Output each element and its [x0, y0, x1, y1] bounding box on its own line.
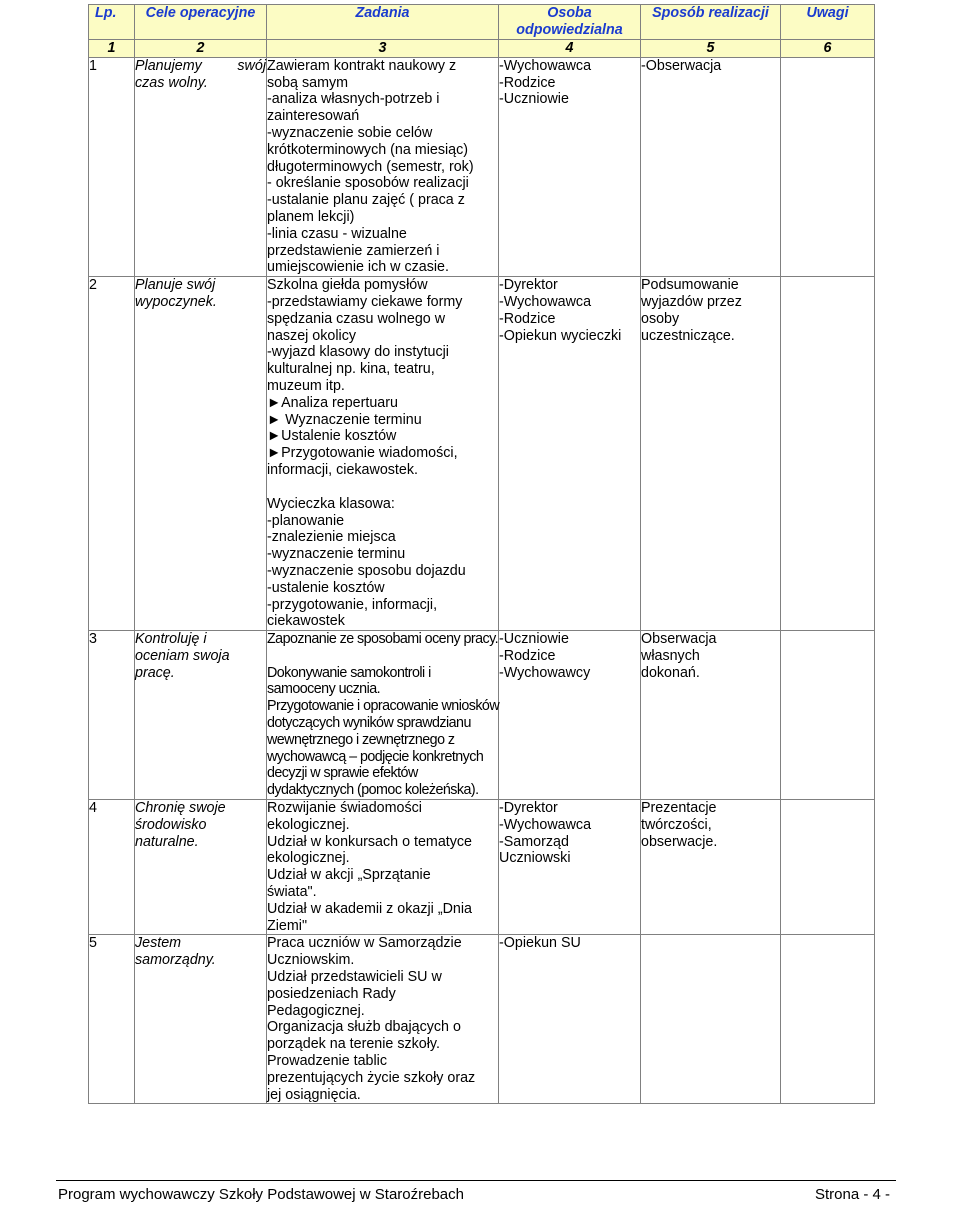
task-line: Organizacja służb dbających o: [267, 1019, 461, 1036]
column-number: 2: [135, 40, 267, 58]
task-line: -wyjazd klasowy do instytucji: [267, 344, 449, 361]
header-osoba: Osoba odpowiedzialna: [499, 5, 641, 40]
responsible-line: -Wychowawca: [499, 816, 592, 833]
task-line: jej osiągnięcia.: [267, 1086, 361, 1103]
table-row: [89, 800, 875, 935]
task-line: ciekawostek: [267, 613, 345, 630]
task-line: Udział w akademii z okazji „Dnia: [267, 900, 472, 917]
responsible-line: -Wychowawca: [499, 293, 592, 310]
task-line: kulturalnej np. kina, teatru,: [267, 361, 435, 378]
task-line: Udział w konkursach o tematyce: [267, 833, 473, 850]
task-line: porządek na terenie szkoły.: [267, 1036, 440, 1053]
task-line: Udział w akcji „Sprzątanie: [267, 867, 431, 884]
task-line: Uczniowskim.: [267, 952, 355, 969]
task-line: Rozwijanie świadomości: [267, 800, 422, 817]
task-line: sobą samym: [267, 74, 349, 91]
task-line: świata".: [267, 884, 317, 901]
task-line: -ustalanie planu zajęć ( praca z: [267, 192, 465, 209]
task-line: Zapoznanie ze sposobami oceny pracy.: [267, 631, 499, 648]
task-line: ►Przygotowanie wiadomości,: [267, 445, 458, 462]
tasks-cell: [267, 631, 499, 800]
responsible-line: -Rodzice: [499, 647, 556, 664]
responsible-line: -Wychowawca: [499, 57, 592, 74]
task-line: -planowanie: [267, 512, 345, 529]
goal-line: pracę.: [135, 664, 175, 681]
task-line: Wycieczka klasowa:: [267, 495, 395, 512]
task-line: posiedzeniach Rady: [267, 985, 396, 1002]
method-line: dokonań.: [641, 664, 700, 681]
column-number-row: [89, 40, 875, 58]
responsible-line: -Opiekun wycieczki: [499, 327, 622, 344]
row-number: 2: [89, 277, 135, 631]
table-row: [89, 277, 875, 631]
table-row: [89, 57, 875, 276]
method-line: Prezentacje: [641, 800, 717, 817]
column-number: 4: [499, 40, 641, 58]
tasks-cell: [267, 935, 499, 1104]
tasks-cell: [267, 800, 499, 935]
goal-cell: [135, 935, 267, 1104]
method-cell: [641, 277, 781, 631]
task-line: zainteresowań: [267, 108, 360, 125]
task-line: spędzania czasu wolnego w: [267, 310, 446, 327]
task-line: -analiza własnych-potrzeb i: [267, 91, 440, 108]
method-cell: [641, 800, 781, 935]
method-cell: [641, 631, 781, 800]
method-line: uczestniczące.: [641, 327, 735, 344]
row-number: 4: [89, 800, 135, 935]
task-line: wewnętrznego i zewnętrznego z: [267, 731, 455, 748]
spacer: [267, 479, 498, 496]
responsible-line: Uczniowski: [499, 850, 571, 867]
responsible-line: -Dyrektor: [499, 277, 558, 294]
task-line: dotyczących wyników sprawdzianu: [267, 715, 471, 732]
task-line: przedstawienie zamierzeń i: [267, 242, 440, 259]
task-line: Prowadzenie tablic: [267, 1053, 388, 1070]
goal-cell: [135, 800, 267, 935]
task-line: długoterminowych (semestr, rok): [267, 158, 474, 175]
goal-line: Chronię swoje: [135, 800, 226, 817]
task-line: Przygotowanie i opracowanie wniosków: [267, 698, 500, 715]
task-line: -przygotowanie, informacji,: [267, 596, 438, 613]
notes-cell: [781, 57, 875, 276]
header-uwagi: Uwagi: [781, 5, 875, 40]
task-line: - określanie sposobów realizacji: [267, 175, 469, 192]
table-row: [89, 631, 875, 800]
task-line: ekologicznej.: [267, 816, 350, 833]
method-cell: [641, 57, 781, 276]
responsible-line: -Uczniowie: [499, 631, 569, 648]
task-line: naszej okolicy: [267, 327, 356, 344]
header-row: [89, 5, 875, 40]
task-line: [267, 648, 498, 665]
responsible-cell: [499, 277, 641, 631]
notes-cell: [781, 631, 875, 800]
column-number: 3: [267, 40, 499, 58]
method-cell: [641, 935, 781, 1104]
task-line: ►Analiza repertuaru: [267, 394, 398, 411]
header-cele: Cele operacyjne: [135, 5, 267, 40]
task-line: Ziemi": [267, 917, 308, 934]
task-line: -wyznaczenie terminu: [267, 546, 406, 563]
page-number: Strona - 4 -: [814, 1186, 890, 1203]
notes-cell: [781, 800, 875, 935]
task-line: ►Ustalenie kosztów: [267, 428, 397, 445]
task-line: samooceny ucznia.: [267, 681, 381, 698]
task-line: Szkolna giełda pomysłów: [267, 277, 428, 294]
plan-table: [88, 4, 875, 1104]
responsible-cell: [499, 57, 641, 276]
responsible-cell: [499, 800, 641, 935]
row-number: 1: [89, 57, 135, 276]
column-number: 5: [641, 40, 781, 58]
goal-line: środowisko: [135, 816, 207, 833]
page-footer: [56, 1180, 896, 1203]
task-line: -znalezienie miejsca: [267, 529, 396, 546]
task-line: ► Wyznaczenie terminu: [267, 411, 422, 428]
task-line: Zawieram kontrakt naukowy z: [267, 57, 457, 74]
method-line: własnych: [641, 647, 700, 664]
notes-cell: [781, 277, 875, 631]
tasks-cell: [267, 57, 499, 276]
method-line: -Obserwacja: [641, 57, 722, 74]
footer-title: Program wychowawczy Szkoły Podstawowej w Staroźrebach: [58, 1186, 464, 1203]
task-line: Dokonywanie samokontroli i: [267, 664, 431, 681]
goal-word: Planujemy: [135, 57, 202, 74]
responsible-cell: [499, 935, 641, 1104]
goal-cell: [135, 631, 267, 800]
task-line: -przedstawiamy ciekawe formy: [267, 293, 463, 310]
task-line: muzeum itp.: [267, 377, 345, 394]
task-line: Pedagogicznej.: [267, 1002, 365, 1019]
task-line: planem lekcji): [267, 208, 355, 225]
responsible-line: -Dyrektor: [499, 800, 558, 817]
responsible-line: -Opiekun SU: [499, 935, 581, 952]
header-sposob: Sposób realizacji: [641, 5, 781, 40]
task-line: dydaktycznych (pomoc koleżeńska).: [267, 782, 479, 799]
method-line: Podsumowanie: [641, 277, 739, 294]
task-line: informacji, ciekawostek.: [267, 461, 418, 478]
notes-cell: [781, 935, 875, 1104]
task-line: umiejscowienie ich w czasie.: [267, 259, 449, 276]
goal-line: Jestem: [135, 935, 182, 952]
goal-line: samorządny.: [135, 952, 216, 969]
task-line: -linia czasu - wizualne: [267, 225, 407, 242]
method-line: obserwacje.: [641, 833, 718, 850]
method-line: osoby: [641, 310, 680, 327]
column-number: 1: [89, 40, 135, 58]
header-lp: Lp.: [89, 5, 135, 40]
table-row: [89, 935, 875, 1104]
task-line: -ustalenie kosztów: [267, 579, 385, 596]
goal-line: czas wolny.: [135, 74, 208, 91]
task-line: prezentujących życie szkoły oraz: [267, 1069, 476, 1086]
goal-cell: [135, 57, 267, 276]
goal-word: swój: [237, 57, 266, 74]
task-line: Udział przedstawicieli SU w: [267, 969, 442, 986]
goal-line: Kontroluję i: [135, 631, 207, 648]
goal-line: wypoczynek.: [135, 293, 217, 310]
task-line: krótkoterminowych (na miesiąc): [267, 141, 469, 158]
row-number: 5: [89, 935, 135, 1104]
task-line: Praca uczniów w Samorządzie: [267, 935, 462, 952]
responsible-line: -Wychowawcy: [499, 664, 591, 681]
header-zadania: Zadania: [267, 5, 499, 40]
responsible-line: -Rodzice: [499, 74, 556, 91]
goal-cell: [135, 277, 267, 631]
method-line: wyjazdów przez: [641, 293, 742, 310]
goal-line: oceniam swoja: [135, 647, 230, 664]
task-line: -wyznaczenie sobie celów: [267, 124, 433, 141]
method-line: Obserwacja: [641, 631, 717, 648]
task-line: -wyznaczenie sposobu dojazdu: [267, 562, 466, 579]
column-number: 6: [781, 40, 875, 58]
row-number: 3: [89, 631, 135, 800]
goal-line: Planuje swój: [135, 277, 216, 294]
method-line: twórczości,: [641, 816, 712, 833]
goal-line: [135, 58, 266, 75]
task-line: ekologicznej.: [267, 850, 350, 867]
tasks-cell: [267, 277, 499, 631]
responsible-line: -Uczniowie: [499, 91, 569, 108]
task-line: decyzji w sprawie efektów: [267, 765, 418, 782]
responsible-line: -Samorząd: [499, 833, 569, 850]
goal-line: naturalne.: [135, 833, 199, 850]
responsible-cell: [499, 631, 641, 800]
task-line: wychowawcą – podjęcie konkretnych: [267, 748, 484, 765]
responsible-line: -Rodzice: [499, 310, 556, 327]
